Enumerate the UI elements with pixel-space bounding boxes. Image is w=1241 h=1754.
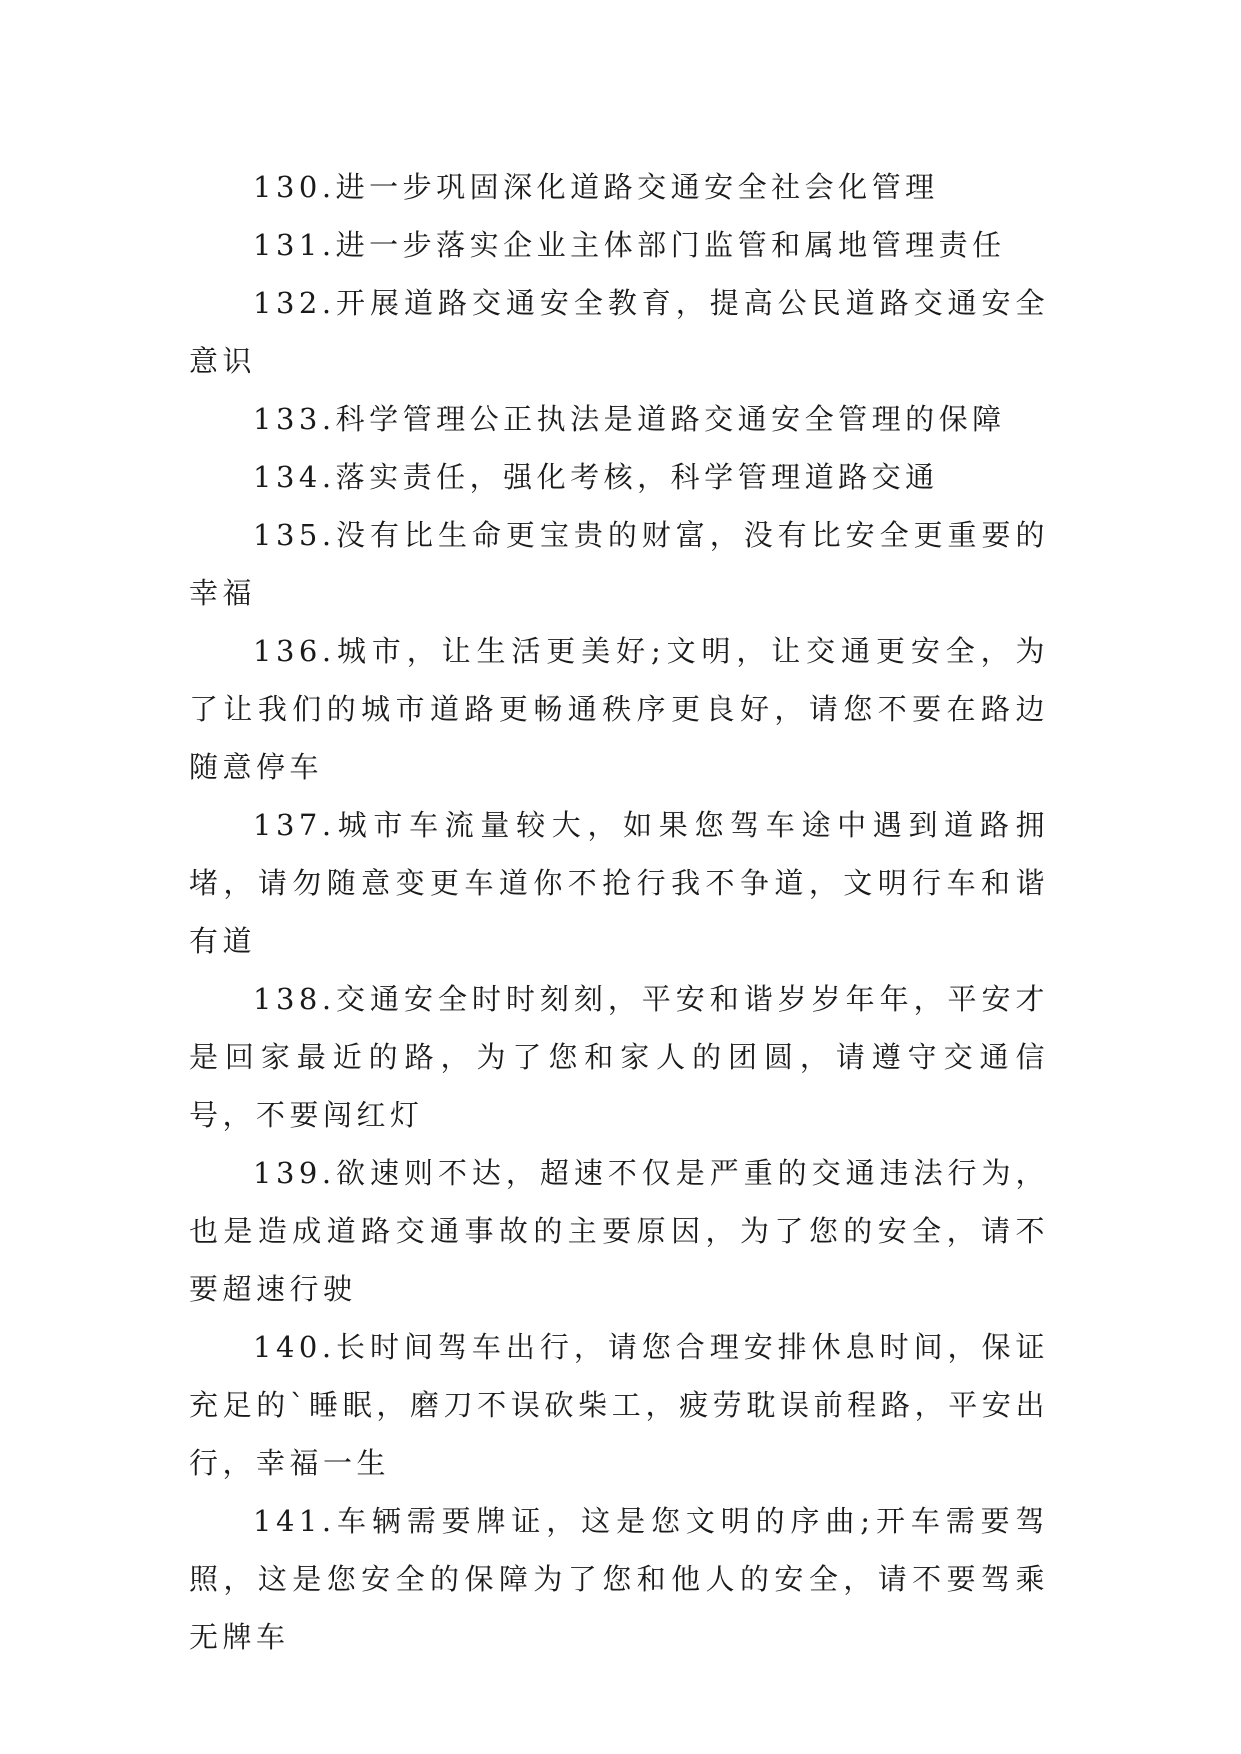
paragraph-139: 139.欲速则不达，超速不仅是严重的交通违法行为，也是造成道路交通事故的主要原因，为了您的安全，请不要超速行驶	[189, 1156, 1049, 1306]
paragraph-138: 138.交通安全时时刻刻，平安和谐岁岁年年，平安才是回家最近的路，为了您和家人的团圆，请遵守交通信号，不要闯红灯	[189, 982, 1049, 1132]
paragraph-133: 133.科学管理公正执法是道路交通安全管理的保障	[253, 402, 1006, 436]
paragraph-135: 135.没有比生命更宝贵的财富，没有比安全更重要的幸福	[189, 518, 1049, 610]
paragraph-137: 137.城市车流量较大，如果您驾车途中遇到道路拥堵，请勿随意变更车道你不抢行我不争道，文明行车和谐有道	[189, 808, 1049, 958]
paragraph-134: 134.落实责任，强化考核，科学管理道路交通	[253, 460, 939, 494]
document-body	[189, 158, 1049, 1666]
paragraph-140: 140.长时间驾车出行，请您合理安排休息时间，保证充足的`睡眠，磨刀不误砍柴工，疲劳耽误前程路，平安出行，幸福一生	[189, 1330, 1049, 1480]
paragraph-136: 136.城市，让生活更美好;文明，让交通更安全，为了让我们的城市道路更畅通秩序更良好，请您不要在路边随意停车	[189, 634, 1049, 784]
paragraph-131: 131.进一步落实企业主体部门监管和属地管理责任	[253, 228, 1006, 262]
paragraph-141: 141.车辆需要牌证，这是您文明的序曲;开车需要驾照，这是您安全的保障为了您和他人的安全，请不要驾乘无牌车	[189, 1504, 1049, 1654]
paragraph-132: 132.开展道路交通安全教育，提高公民道路交通安全意识	[189, 286, 1049, 378]
paragraph-130: 130.进一步巩固深化道路交通安全社会化管理	[253, 170, 939, 204]
